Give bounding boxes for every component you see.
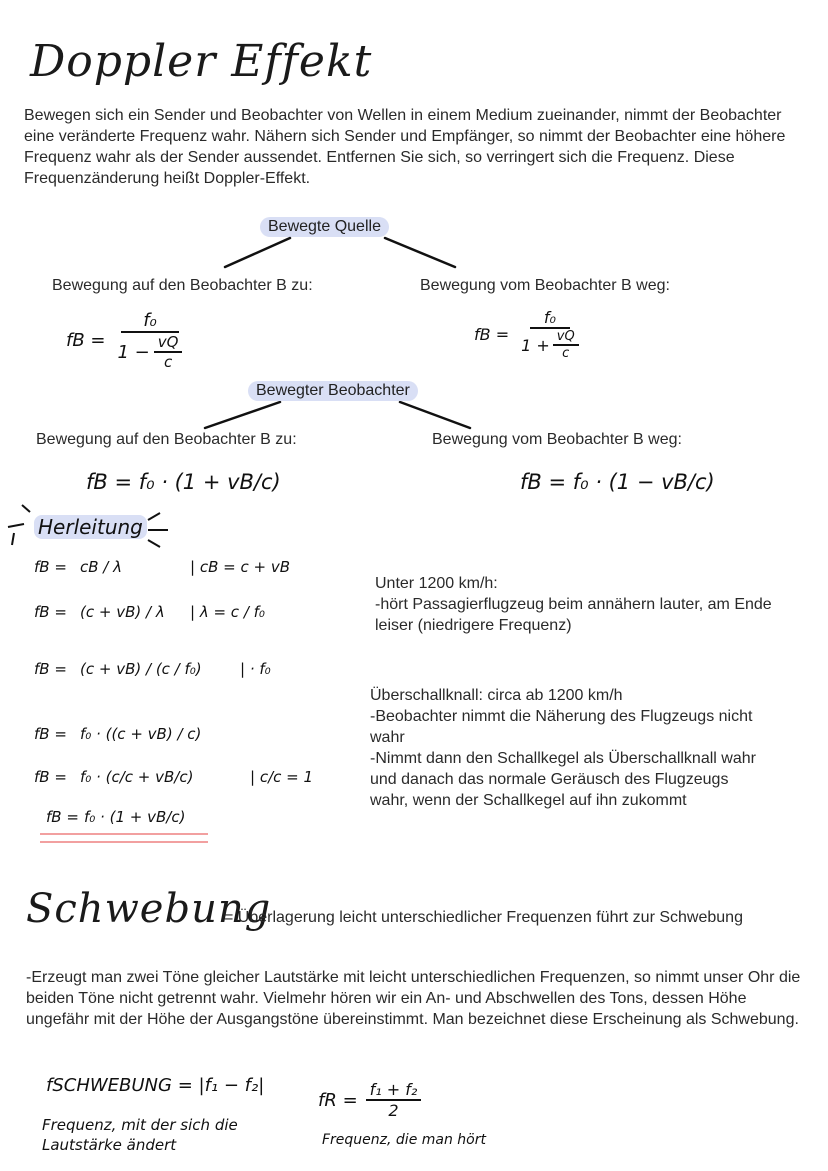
moving-observer-heading: Bewegter Beobachter: [248, 381, 418, 401]
derivation-heading: Herleitung: [34, 515, 147, 539]
observer-away-formula: fB = f₀ · (1 − vB/c): [520, 470, 715, 494]
source-away-formula: fB = f₀ 1 + $\frac{vQ}{c}$: [474, 308, 583, 361]
observer-toward-label: Bewegung auf den Beobachter B zu:: [36, 431, 297, 448]
derivation-step-2: fB = (c + vB) / λ | λ = c / f₀: [34, 603, 265, 621]
beat-paragraph: -Erzeugt man zwei Töne gleicher Lautstärke mit leicht unterschiedlichen Frequenzen, so nimmt unser Ohr die beiden Töne nicht getrennt wahr. Vielmehr hören wir ein An- und Abschwellen des Tons, dessen Höhe ungefähr mit der Höhe der Ausgangstöne übereinstimmt. Man bezeichnet diese Erscheinung als Schwebung.: [26, 969, 801, 1028]
derivation-step-3: fB = (c + vB) / (c / f₀) | · f₀: [34, 660, 271, 678]
perceived-frequency-note: Frequenz, die man hört: [322, 1132, 486, 1148]
derivation-step-4: fB = f₀ · ((c + vB) / c): [34, 725, 202, 743]
beat-definition: = Überlagerung leicht unterschiedlicher Frequenzen führt zur Schwebung: [224, 909, 743, 926]
note-supersonic: Überschallknall: circa ab 1200 km/h -Beobachter nimmt die Näherung des Flugzeugs nicht wahr -Nimmt dann den Schallkegel als Überschallknall wahr und danach das normale Geräusch des Flugzeugs wahr, wenn der Schallkegel auf ihn zukommt: [370, 687, 756, 809]
beat-title: Schwebung: [26, 886, 272, 932]
beat-formula-note: Frequenz, mit der sich die Lautstärke ändert: [42, 1116, 238, 1154]
note-subsonic: Unter 1200 km/h: -hört Passagierflugzeug beim annähern lauter, am Ende leiser (niedrigere Frequenz): [375, 575, 772, 634]
beat-formula: fSCHWEBUNG = |f₁ − f₂|: [46, 1075, 265, 1096]
derivation-step-6: fB = f₀ · (1 + vB/c): [46, 808, 186, 826]
derivation-step-5: fB = f₀ · (c/c + vB/c) | c/c = 1: [34, 768, 314, 786]
perceived-frequency-formula: fR = $\frac{\text{f₁ + f₂}}{2}$: [318, 1080, 421, 1120]
source-toward-formula: fB = f₀ 1 − $\frac{vQ}{c}$: [66, 310, 186, 371]
source-away-label: Bewegung vom Beobachter B weg:: [420, 277, 670, 294]
page-title: Doppler Effekt: [30, 36, 373, 87]
moving-source-heading: Bewegte Quelle: [260, 217, 389, 237]
observer-away-label: Bewegung vom Beobachter B weg:: [432, 431, 682, 448]
observer-toward-formula: fB = f₀ · (1 + vB/c): [86, 470, 281, 494]
source-toward-label: Bewegung auf den Beobachter B zu:: [52, 277, 313, 294]
derivation-step-1: fB = cB / λ | cB = c + vB: [34, 558, 290, 576]
intro-paragraph: Bewegen sich ein Sender und Beobachter von Wellen in einem Medium zueinander, nimmt der Beobachter eine veränderte Frequenz wahr. Nähern sich Sender und Empfänger, so nimmt der Beobachter eine höhere Frequenz wahr als der Sender aussendet. Entfernen Sie sich, so verringert sich die Frequenz. Diese Frequenzänderung heißt Doppler-Effekt.: [24, 107, 786, 187]
